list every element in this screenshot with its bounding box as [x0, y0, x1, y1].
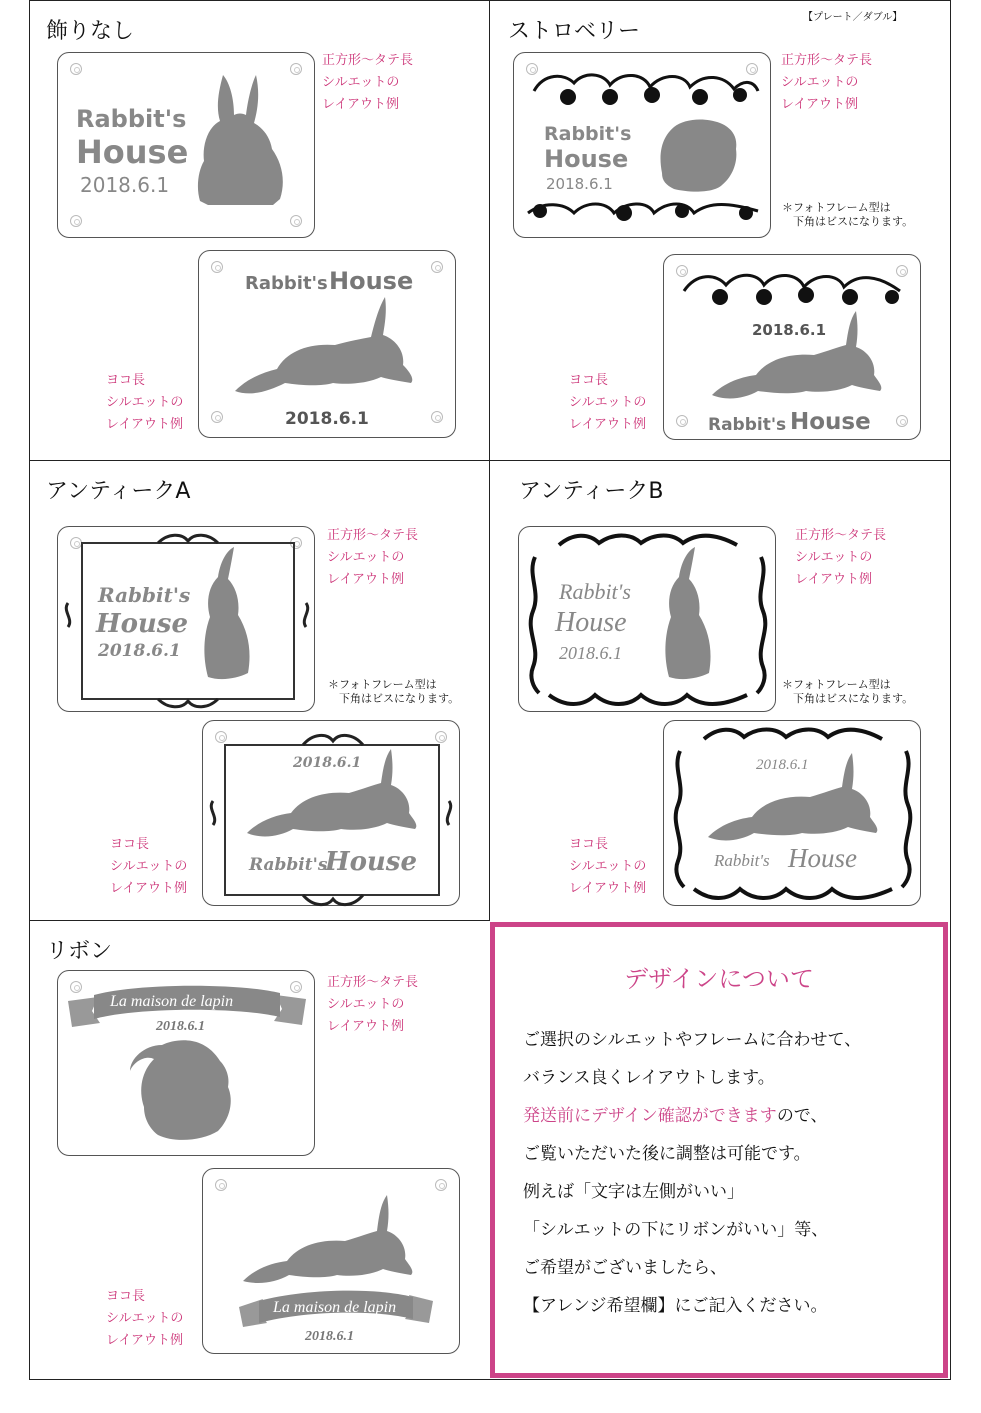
design-info-box	[490, 922, 948, 1378]
note-wide: ヨコ長 シルエットの レイアウト例	[106, 373, 184, 432]
note-wide: ヨコ長 シルエットの レイアウト例	[569, 837, 647, 896]
plate-name-line2: House	[76, 133, 189, 171]
plate-name-a: Rabbit's	[249, 855, 328, 875]
note-wide: ヨコ長 シルエットの レイアウト例	[110, 837, 188, 896]
plate-date: 2018.6.1	[546, 175, 613, 193]
note-wide: ヨコ長 シルエットの レイアウト例	[106, 1289, 184, 1348]
section-title-antiqueB: アンティークB	[519, 479, 664, 504]
plate-date: 2018.6.1	[559, 643, 622, 663]
note-photoframe: ＊フォトフレーム型は 下角はビスになります。	[328, 678, 460, 705]
header-note: 【プレート／ダブル】	[803, 12, 903, 23]
design-line-highlight	[523, 1101, 827, 1126]
plate-date: 2018.6.1	[285, 409, 369, 429]
plate-kazarinashi-square	[57, 52, 315, 238]
section-title-strawberry: ストロベリー	[508, 19, 641, 44]
note-square: 正方形～タテ長 シルエットの レイアウト例	[781, 53, 873, 112]
plate-name-a: Rabbit's	[708, 415, 787, 435]
plate-name-line1: Rabbit's	[559, 579, 631, 604]
note-photoframe: ＊フォトフレーム型は 下角はビスになります。	[782, 678, 914, 705]
plate-date: 2018.6.1	[293, 755, 362, 771]
note-square: 正方形～タテ長 シルエットの レイアウト例	[795, 528, 887, 587]
plate-antiqueB-square	[518, 526, 776, 712]
design-highlight: 発送前にデザイン確認ができます	[523, 1106, 777, 1126]
section-title-kazarinashi: 飾りなし	[46, 19, 135, 44]
plate-antiqueA-square	[57, 526, 315, 712]
design-title: デザインについて	[624, 965, 814, 993]
leaping-rabbit-silhouette	[199, 251, 457, 439]
section-title-ribbon: リボン	[46, 939, 113, 964]
plate-ribbon-wide	[202, 1168, 460, 1354]
design-line: 「シルエットの下にリボンがいい」等、	[523, 1220, 829, 1240]
note-square: 正方形～タテ長 シルエットの レイアウト例	[327, 528, 419, 587]
note-wide: ヨコ長 シルエットの レイアウト例	[569, 373, 647, 432]
grid-divider	[489, 0, 490, 920]
design-line: ご覧いただいた後に調整は可能です。	[523, 1144, 811, 1164]
plate-date: 2018.6.1	[305, 1329, 354, 1344]
plate-strawberry-wide	[663, 254, 921, 440]
plate-name-line2: House	[96, 609, 188, 639]
plate-name-b: House	[325, 847, 417, 877]
note-square: 正方形～タテ長 シルエットの レイアウト例	[322, 53, 414, 112]
scroll-frame	[664, 721, 922, 907]
plate-date: 2018.6.1	[752, 321, 827, 339]
plate-name-b: House	[788, 843, 857, 873]
plate-name-a: Rabbit's	[714, 851, 770, 870]
design-highlight-tail: ので、	[776, 1106, 828, 1126]
design-line: ご希望がございましたら、	[523, 1258, 727, 1278]
plate-name-line1: Rabbit's	[98, 583, 191, 607]
design-line: バランス良くレイアウトします。	[523, 1068, 775, 1088]
grid-divider	[29, 460, 951, 461]
plate-antiqueB-wide	[663, 720, 921, 906]
plate-date: 2018.6.1	[98, 641, 181, 661]
design-line: ご選択のシルエットやフレームに合わせて、	[523, 1030, 862, 1050]
plate-name-line2: House	[544, 145, 629, 173]
plate-name-line1: Rabbit's	[544, 123, 632, 145]
plate-kazarinashi-wide	[198, 250, 456, 438]
design-line: 例えば「文字は左側がいい」	[523, 1182, 744, 1202]
plate-name-line2: House	[555, 607, 627, 638]
grid-divider	[29, 920, 490, 921]
note-photoframe: ＊フォトフレーム型は 下角はビスになります。	[782, 201, 914, 228]
plate-name-line1: Rabbit's	[76, 105, 187, 133]
plate-strawberry-square	[513, 52, 771, 238]
section-title-antiqueA: アンティークA	[46, 479, 191, 504]
design-line: 【アレンジ希望欄】にご記入ください。	[523, 1296, 828, 1316]
plate-ribbon-square	[57, 970, 315, 1156]
note-square: 正方形～タテ長 シルエットの レイアウト例	[327, 975, 419, 1034]
plate-name-a: Rabbit's	[245, 273, 328, 294]
plate-name-b: House	[790, 409, 871, 435]
plate-antiqueA-wide	[202, 720, 460, 906]
plate-date: 2018.6.1	[80, 173, 170, 197]
plate-date: 2018.6.1	[156, 1019, 205, 1034]
ribbon-banner	[203, 1169, 461, 1355]
ribbon-text: La maison de lapin	[110, 993, 234, 1010]
sitting-rabbit-silhouette	[58, 53, 316, 239]
plate-name-b: House	[329, 267, 414, 295]
ribbon-text: La maison de lapin	[273, 1299, 397, 1316]
plate-date: 2018.6.1	[756, 757, 809, 773]
antique-frame	[203, 721, 461, 907]
